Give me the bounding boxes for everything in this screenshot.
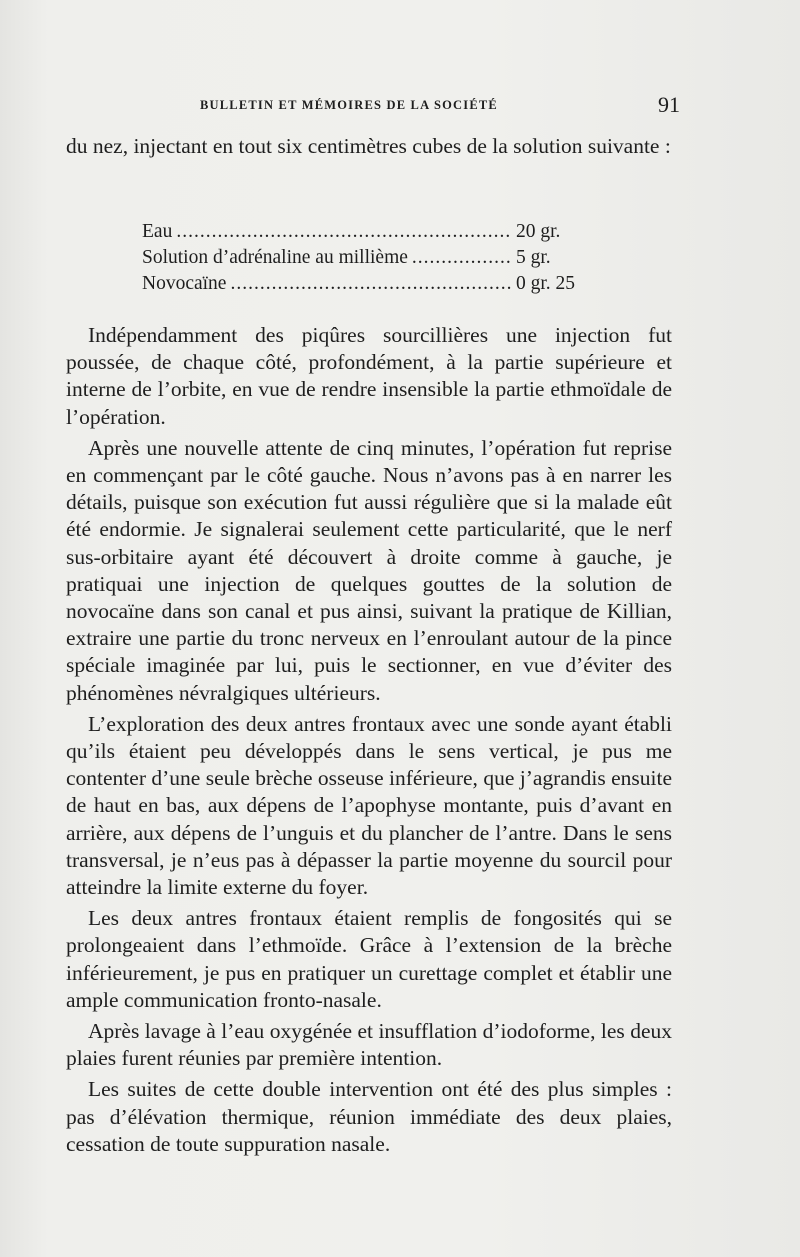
recipe-row-adrenaline [142, 245, 600, 271]
paragraph: Après une nouvelle attente de cinq minutes, l’opération fut reprise en commençant par le côté gauche. Nous n’avons pas à en narrer les détails, puisque son exécution fut aussi régulière que si la malade eût été endormie. Je signalerai seulement cette particularité, que le nerf sus-orbitaire ayant été découvert à droite comme à gauche, je pratiquai une injection de quelques gouttes de la solution de novocaïne dans son canal et pus ainsi, suivant la pratique de Killian, extraire une partie du tronc nerveux en l’enroulant autour de la pince spéciale imaginée par lui, puis le sectionner, en vue d’éviter des phénomènes névralgiques ultérieurs. [66, 435, 672, 705]
recipe-quantity: 5 gr. [516, 247, 551, 268]
page-number: 91 [658, 92, 680, 117]
dot-leader [176, 219, 512, 245]
recipe-ingredient: Solution d’adrénaline au millième [142, 247, 408, 268]
recipe-ingredient: Novocaïne [142, 273, 227, 294]
paragraph: Après lavage à l’eau oxygénée et insufflation d’iodoforme, les deux plaies furent réunies par première intention. [66, 1019, 672, 1071]
running-head [60, 92, 680, 122]
recipe-quantity: 20 gr. [516, 221, 561, 242]
paragraph: Les deux antres frontaux étaient remplis de fongosités qui se prolongeaient dans l’ethmoïde. Grâce à l’extension de la brèche inférieurement, je pus en pratiquer un curettage complet et établir une ample communication fronto-nasale. [66, 906, 672, 1012]
recipe-table [142, 219, 600, 297]
running-title: BULLETIN ET MÉMOIRES DE LA SOCIÉTÉ [200, 98, 498, 112]
body-text [66, 322, 672, 1162]
dot-leader [230, 271, 512, 297]
recipe-quantity: 0 gr. 25 [516, 273, 576, 294]
recipe-ingredient: Eau [142, 221, 173, 242]
paragraph: Indépendamment des piqûres sourcillières une injection fut poussée, de chaque côté, profondément, à la partie supérieure et interne de l’orbite, en vue de rendre insensible la partie ethmoïdale de l’opération. [66, 323, 672, 429]
dot-leader [412, 245, 512, 271]
recipe-row-novocaine [142, 271, 600, 297]
intro-text [66, 133, 672, 165]
recipe-row-water [142, 219, 600, 245]
paragraph: L’exploration des deux antres frontaux avec une sonde ayant établi qu’ils étaient peu développés dans le sens vertical, je pus me contenter d’une seule brèche osseuse inférieure, que j’agrandis ensuite de haut en bas, aux dépens de l’apophyse montante, puis d’avant en arrière, aux dépens de l’unguis et du plancher de l’antre. Dans le sens transversal, je n’eus pas à dépasser la partie moyenne du sourcil pour atteindre la limite externe du foyer. [66, 711, 672, 900]
intro-paragraph: du nez, injectant en tout six centimètres cubes de la solution suivante : [66, 134, 671, 158]
paragraph: Les suites de cette double intervention ont été des plus simples : pas d’élévation thermique, réunion immédiate des deux plaies, cessation de toute suppuration nasale. [66, 1077, 672, 1156]
